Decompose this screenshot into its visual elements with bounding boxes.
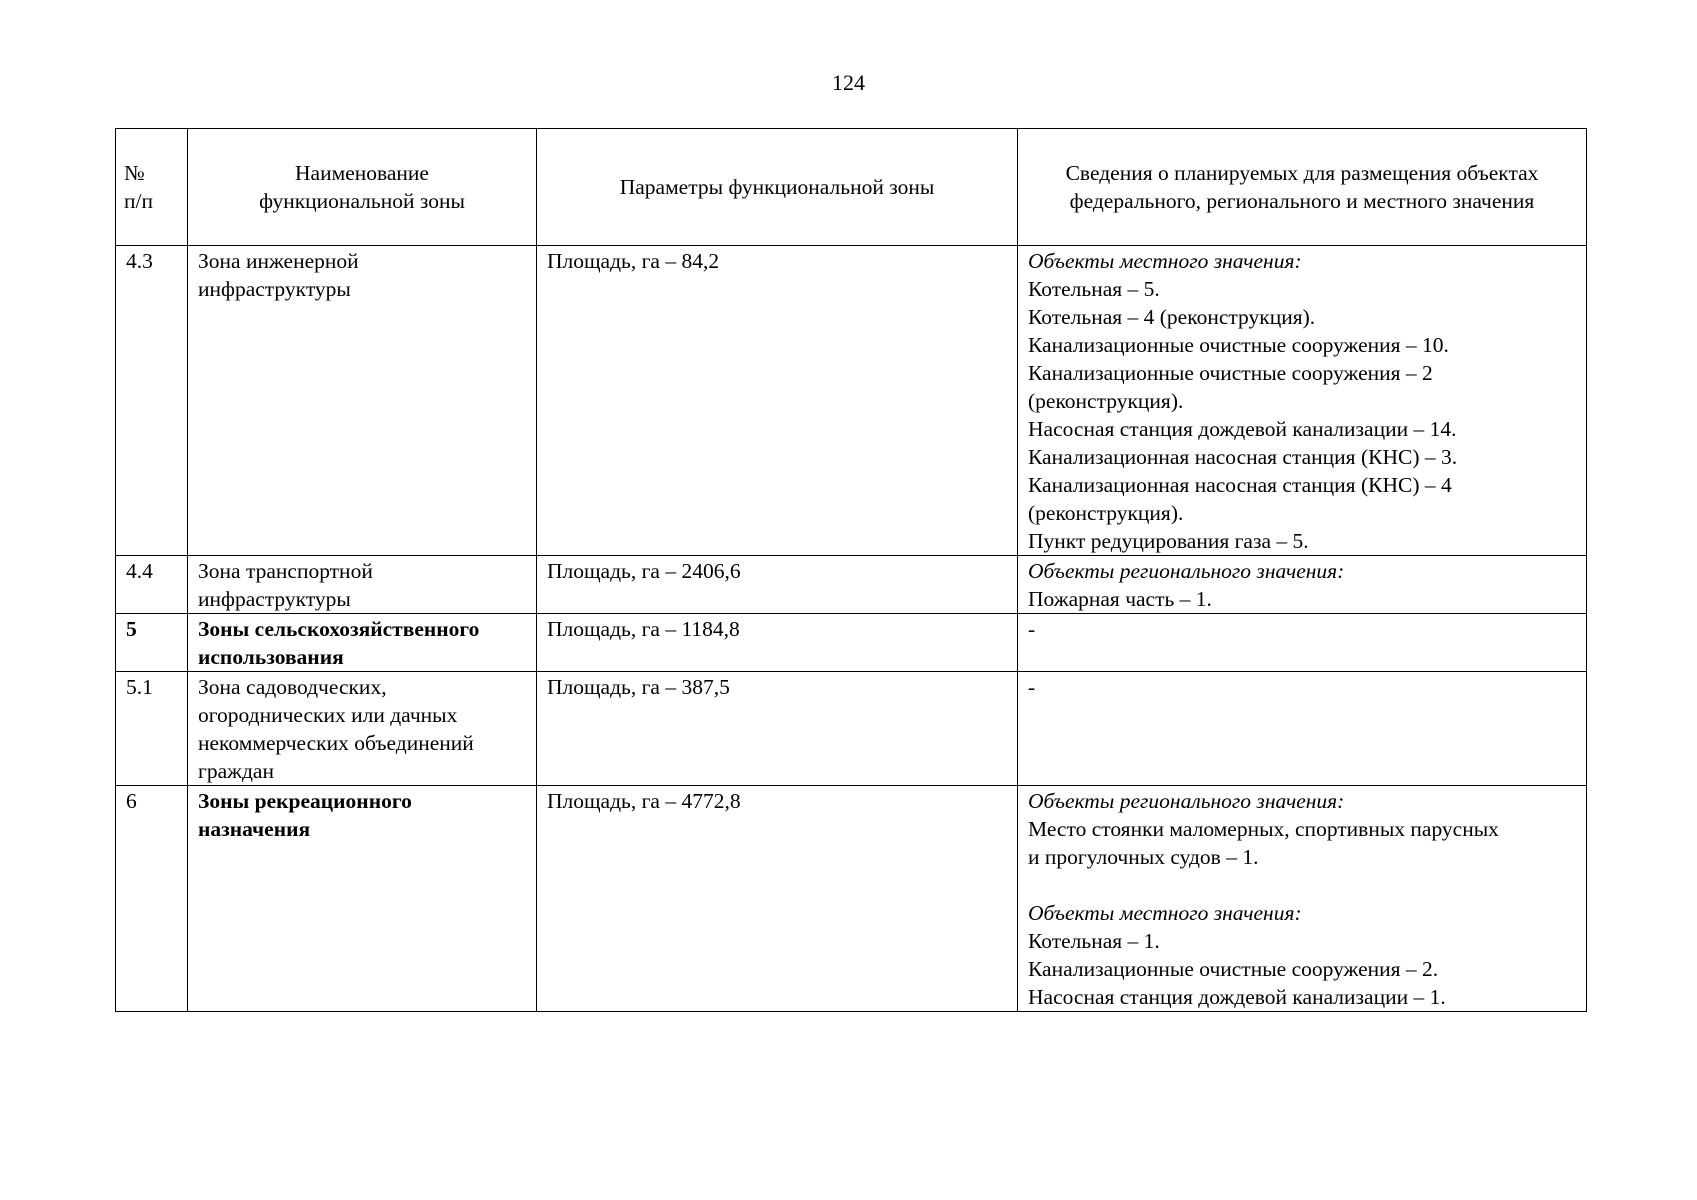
objects-heading: Объекты регионального значения: — [1028, 559, 1345, 583]
header-planned-objects — [1018, 129, 1587, 246]
planned-objects — [1018, 556, 1587, 614]
zone-name-line: назначения — [198, 817, 311, 841]
object-item: Котельная – 5. — [1028, 277, 1160, 301]
zone-name-line: огороднических или дачных — [198, 703, 458, 727]
objects-heading: Объекты регионального значения: — [1028, 789, 1345, 813]
zone-name-line: Зона транспортной — [198, 559, 373, 583]
zone-name-line: Зоны рекреационного — [198, 789, 412, 813]
functional-zones-table — [115, 128, 1587, 1012]
zone-name-line: Зона инженерной — [198, 249, 359, 273]
zone-params: Площадь, га – 2406,6 — [537, 556, 1018, 614]
zone-name — [188, 556, 537, 614]
row-number: 5 — [116, 614, 188, 672]
zone-name-line: Зона садоводческих, — [198, 675, 387, 699]
row-number: 6 — [116, 786, 188, 1012]
object-item: Котельная – 4 (реконструкция). — [1028, 305, 1316, 329]
zone-params: Площадь, га – 84,2 — [537, 246, 1018, 556]
object-item: Канализационные очистные сооружения – 10. — [1028, 333, 1449, 357]
table-header-row — [116, 129, 1587, 246]
header-zone-name-line2: функциональной зоны — [259, 189, 465, 213]
object-item: Канализационная насосная станция (КНС) – 3. — [1028, 445, 1458, 469]
table-row — [116, 614, 1587, 672]
table-row — [116, 246, 1587, 556]
zone-name-line: инфраструктуры — [198, 587, 351, 611]
object-item: (реконструкция). — [1028, 501, 1184, 525]
row-number: 5.1 — [116, 672, 188, 786]
object-item: и прогулочных судов – 1. — [1028, 845, 1259, 869]
planned-objects: - — [1018, 614, 1587, 672]
header-number-abbr: п/п — [124, 189, 153, 213]
object-item: Котельная – 1. — [1028, 929, 1160, 953]
page-number: 124 — [832, 70, 865, 95]
zone-name — [188, 786, 537, 1012]
header-planned-objects-line2: федерального, регионального и местного значения — [1069, 189, 1535, 213]
object-item: Пожарная часть – 1. — [1028, 587, 1212, 611]
object-item: Место стоянки маломерных, спортивных парусных — [1028, 817, 1499, 841]
zone-name-line: использования — [198, 645, 344, 669]
header-zone-name — [188, 129, 537, 246]
zone-params: Площадь, га – 1184,8 — [537, 614, 1018, 672]
zone-name-line: инфраструктуры — [198, 277, 351, 301]
zone-name — [188, 672, 537, 786]
row-number: 4.4 — [116, 556, 188, 614]
header-number — [116, 129, 188, 246]
zone-params: Площадь, га – 387,5 — [537, 672, 1018, 786]
header-zone-params-text: Параметры функциональной зоны — [619, 175, 935, 199]
header-number-symbol: № — [124, 161, 145, 185]
object-item: Канализационная насосная станция (КНС) – 4 — [1028, 473, 1452, 497]
object-item: Насосная станция дождевой канализации – 14. — [1028, 417, 1457, 441]
table-row — [116, 672, 1587, 786]
object-item: (реконструкция). — [1028, 389, 1184, 413]
zone-name-line: граждан — [198, 759, 274, 783]
objects-heading: Объекты местного значения: — [1028, 249, 1302, 273]
zone-name-line: некоммерческих объединений — [198, 731, 474, 755]
header-zone-params — [537, 129, 1018, 246]
table-row — [116, 556, 1587, 614]
object-item: Канализационные очистные сооружения – 2 — [1028, 361, 1433, 385]
object-item: Пункт редуцирования газа – 5. — [1028, 529, 1309, 553]
planned-objects: - — [1018, 672, 1587, 786]
header-zone-name-line1: Наименование — [295, 161, 429, 185]
object-item: Насосная станция дождевой канализации – 1. — [1028, 985, 1446, 1009]
planned-objects — [1018, 246, 1587, 556]
row-number: 4.3 — [116, 246, 188, 556]
object-item: Канализационные очистные сооружения – 2. — [1028, 957, 1439, 981]
zone-params: Площадь, га – 4772,8 — [537, 786, 1018, 1012]
objects-heading: Объекты местного значения: — [1028, 901, 1302, 925]
table-row — [116, 786, 1587, 1012]
zone-name-line: Зоны сельскохозяйственного — [198, 617, 480, 641]
zone-name — [188, 614, 537, 672]
planned-objects — [1018, 786, 1587, 1012]
paragraph-spacer — [1028, 871, 1576, 899]
header-planned-objects-line1: Сведения о планируемых для размещения объектах — [1065, 161, 1539, 185]
zone-name — [188, 246, 537, 556]
